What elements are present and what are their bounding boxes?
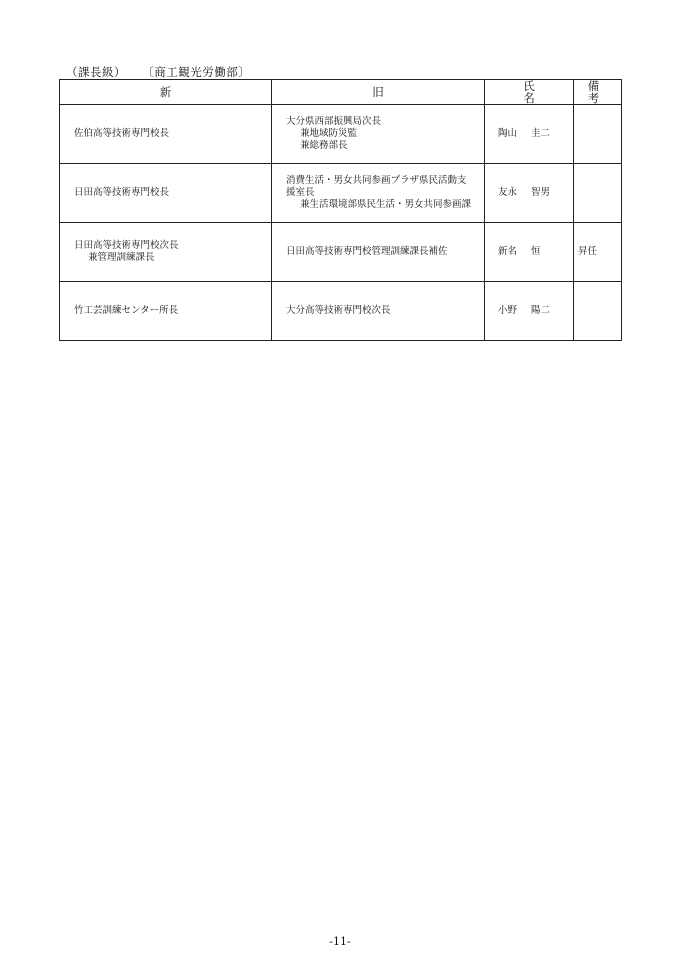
new-position-line: 日田高等技術専門校長: [74, 187, 170, 198]
old-position-line: 兼地域防災監: [300, 128, 358, 139]
old-position-cell: [272, 223, 485, 282]
header-row: [60, 80, 622, 105]
given-name: 圭二: [531, 128, 551, 139]
name-cell: [485, 223, 574, 282]
new-position-line: 兼管理訓練課長: [88, 252, 155, 263]
table-row: [60, 164, 622, 223]
new-position-line: 竹工芸訓練センター所長: [74, 305, 179, 316]
new-position-cell: [60, 282, 272, 341]
old-position-cell: [272, 164, 485, 223]
new-position-cell: [60, 223, 272, 282]
surname: 小野: [498, 305, 518, 316]
old-position-line: 消費生活・男女共同参画プラザ県民活動支: [286, 175, 467, 186]
note-cell: [574, 282, 622, 341]
new-position-line: 日田高等技術専門校次長: [74, 240, 179, 251]
given-name: 智男: [531, 187, 551, 198]
note-cell: 昇任: [574, 223, 622, 282]
note-cell: [574, 105, 622, 164]
section-heading: [66, 64, 250, 80]
header-old: 旧: [272, 80, 485, 105]
department-label: 〔商工観光労働部〕: [148, 65, 251, 79]
new-position-cell: [60, 105, 272, 164]
header-new: 新: [60, 80, 272, 105]
grade-label: （課長級）: [66, 65, 126, 79]
surname: 陶山: [498, 128, 518, 139]
old-position-line: 兼総務部長: [300, 140, 348, 151]
name-cell: [485, 282, 574, 341]
page-number: -11-: [329, 935, 351, 948]
table-row: [60, 105, 622, 164]
given-name: 恒: [531, 246, 541, 257]
old-position-line: 日田高等技術専門校管理訓練課長補佐: [286, 246, 448, 257]
given-name: 陽二: [531, 305, 551, 316]
old-position-line: 援室長: [286, 187, 315, 198]
old-position-line: 大分高等技術専門校次長: [286, 305, 391, 316]
old-position-cell: [272, 105, 485, 164]
header-note: 備考: [574, 80, 622, 105]
surname: 新名: [498, 246, 518, 257]
header-name: 氏名: [485, 80, 574, 105]
surname: 友永: [498, 187, 518, 198]
new-position-cell: [60, 164, 272, 223]
table-row: [60, 223, 622, 282]
personnel-table: [59, 79, 622, 341]
note-cell: [574, 164, 622, 223]
new-position-line: 佐伯高等技術専門校長: [74, 128, 170, 139]
table-row: [60, 282, 622, 341]
old-position-cell: [272, 282, 485, 341]
name-cell: [485, 164, 574, 223]
name-cell: [485, 105, 574, 164]
old-position-line: 大分県西部振興局次長: [286, 116, 382, 127]
old-position-line: 兼生活環境部県民生活・男女共同参画課: [300, 199, 472, 210]
